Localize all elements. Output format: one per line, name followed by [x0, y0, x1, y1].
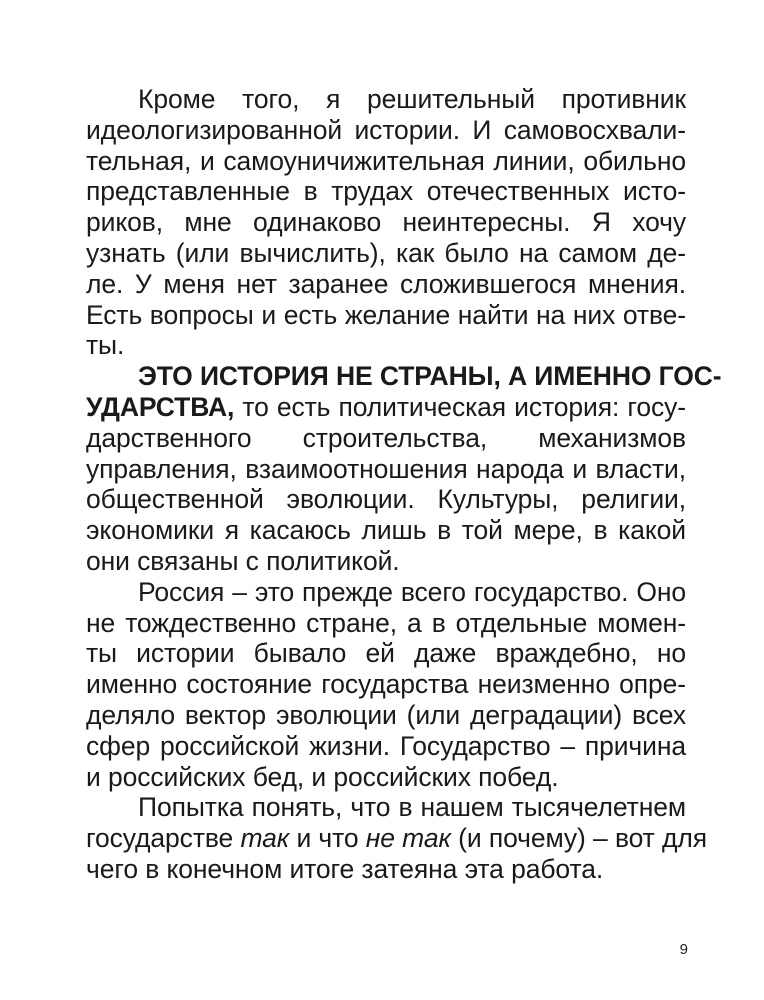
paragraph-4: [86, 792, 707, 884]
paragraph-1: [86, 84, 686, 361]
text-line: управления, взаимоотношения народа и власти,: [86, 453, 686, 484]
text-line: идеологизированной истории. И самовосхвали-: [86, 114, 686, 145]
text-run: и что: [289, 823, 366, 854]
italic-text: не так: [365, 823, 451, 854]
page-number: 9: [679, 941, 688, 958]
text-line: представленные в трудах отечественных исто-: [86, 176, 686, 207]
text-line: не тождественно стране, а в отдельные момен-: [86, 607, 686, 638]
text-line: ты истории бывало ей даже враждебно, но: [86, 638, 686, 669]
text-run: (и почему) – вот для: [450, 823, 707, 854]
text-run: то есть политическая история: госу-: [234, 391, 686, 422]
text-line: чего в конечном итоге затеяна эта работа.: [86, 853, 604, 884]
text-line: экономики я касаюсь лишь в той мере, в какой: [86, 515, 686, 546]
body-text: [86, 84, 722, 885]
text-line: они связаны с политикой.: [86, 545, 400, 576]
text-line: Россия – это прежде всего государство. Оно: [138, 576, 686, 607]
paragraph-2: [86, 361, 722, 577]
text-line: Кроме того, я решительный противник: [138, 84, 686, 114]
text-line: ты.: [86, 330, 125, 361]
text-line: тельная, и самоуничижительная линии, обильно: [86, 145, 686, 176]
text-line: Есть вопросы и есть желание найти на них отве-: [86, 299, 686, 330]
text-line: и российских бед, и российских побед.: [86, 761, 559, 792]
text-line: именно состояние государства неизменно опре-: [86, 669, 686, 700]
text-line: [86, 392, 686, 423]
text-line: риков, мне одинаково неинтересны. Я хочу: [86, 207, 686, 238]
text-line: [86, 823, 707, 854]
text-line: дарственного строительства, механизмов: [86, 422, 686, 453]
text-line: деляло вектор эволюции (или деградации) всех: [86, 699, 686, 730]
paragraph-3: [86, 577, 686, 793]
text-run: государстве: [86, 823, 241, 854]
text-line: ле. У меня нет заранее сложившегося мнения.: [86, 268, 686, 299]
bold-text: УДАРСТВА,: [86, 391, 235, 422]
heading-line: ЭТО ИСТОРИЯ НЕ СТРАНЫ, А ИМЕННО ГОС-: [138, 361, 722, 392]
italic-text: так: [240, 823, 290, 854]
text-line: сфер российской жизни. Государство – причина: [86, 730, 686, 761]
text-line: Попытка понять, что в нашем тысячелетнем: [138, 792, 686, 823]
text-line: общественной эволюции. Культуры, религии,: [86, 484, 686, 515]
text-line: узнать (или вычислить), как было на самом де-: [86, 237, 686, 268]
